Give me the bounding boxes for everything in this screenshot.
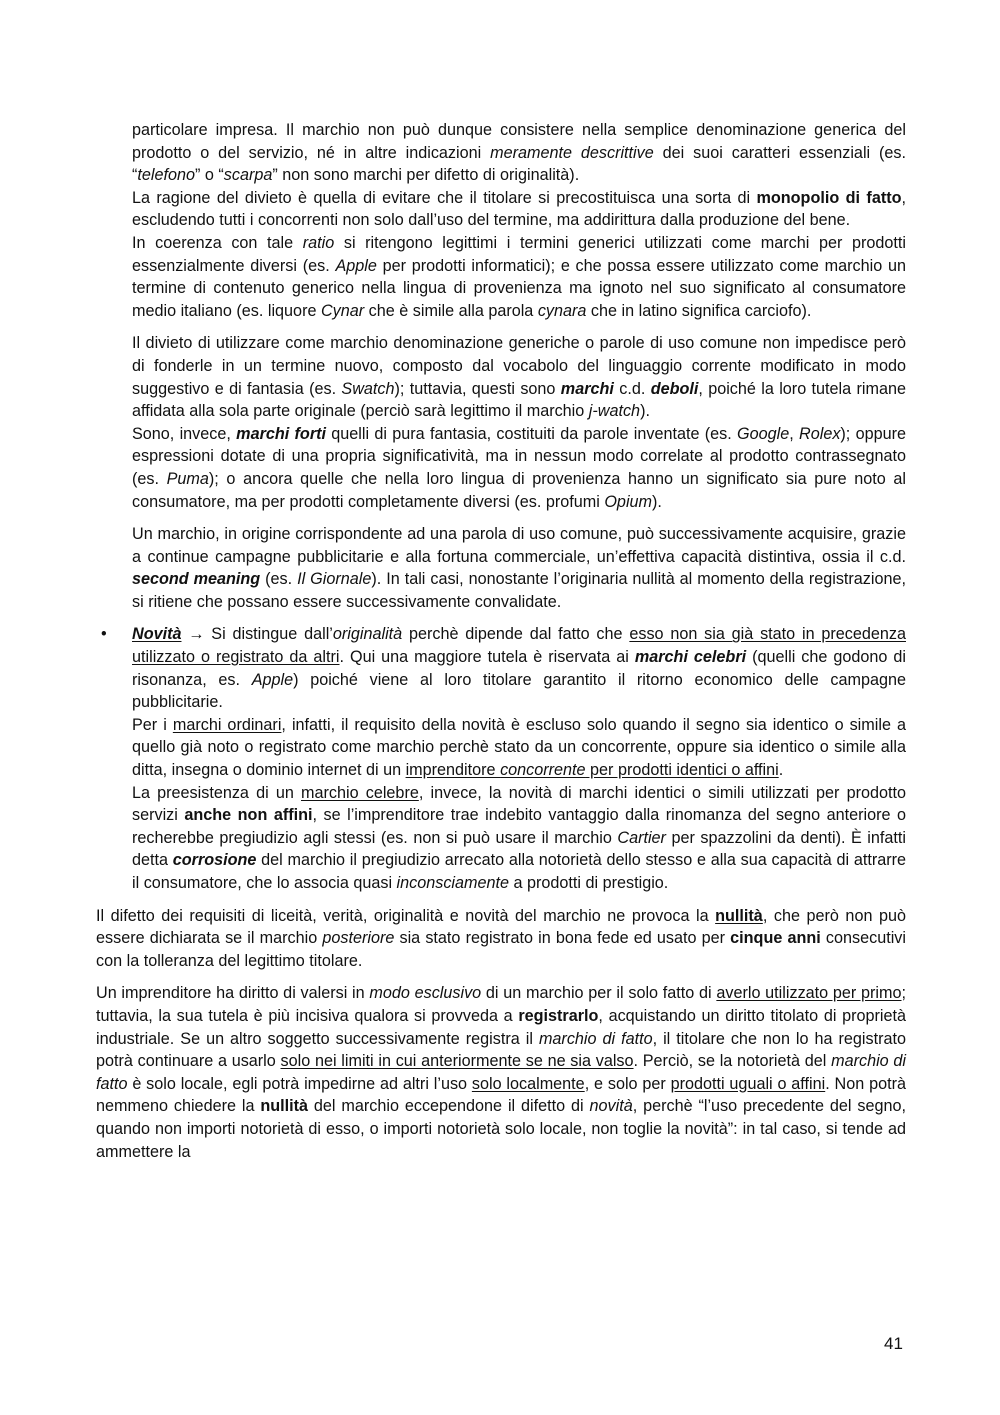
text-run: ); o ancora quelle che nella loro lingua di provenienza hanno un significato sia pure noto al consumatore, ma per prodotti completamente diversi (es. profumi [132,469,906,511]
text-run: Swatch [341,379,395,398]
text-run: marchi celebri [634,648,747,667]
text-run: corrosione [172,851,257,870]
text-run: registrarlo [518,1006,599,1025]
text-run: , se l’imprenditore trae indebito vantaggio dalla rinomanza del segno anteriore o recherebbe pregiudizio agli stessi (es. non si può usare il marchio [132,806,906,847]
text-run: concorrente [500,761,586,780]
text-run: perchè dipende dal fatto che [402,625,630,644]
text-run: Il divieto di utilizzare come marchio denominazione generiche o parole di uso comune non impedisce però di fonderle in un termine nuovo, composto dal vocabolo del linguaggio corrente modificato in modo suggestivo e di fantasia (es. [132,334,906,398]
text-run: inconsciamente [396,874,510,892]
text-run: Apple [251,670,294,689]
text-run: è solo locale, egli potrà impedirne ad altri l’uso [127,1074,472,1093]
text-run: nullità [715,906,763,925]
bullet-icon: • [101,625,107,644]
text-run: dei suoi caratteri essenziali (es. “ [132,143,906,185]
text-run: a prodotti di prestigio. [509,874,669,892]
text-run: In coerenza con tale [132,233,303,252]
text-run: Il Giornale [297,570,372,589]
text-run: per prodotti informatici); e che possa essere utilizzato come marchio un termine di contenuto generico nella lingua di provenienza ma ignoto nel suo significato al consumatore medio italiano (es. liquore [132,256,906,320]
text-run: . Perciò, se la notorietà del [633,1052,832,1071]
text-run: , che però non può essere dichiarata se il marchio [96,906,906,948]
text-run: , [789,424,800,443]
text-run: Rolex [799,424,841,443]
paragraph-marchio-celebre [132,782,906,895]
paragraph-novita [132,623,906,713]
text-run: (es. [260,570,298,589]
text-run: Sono, invece, [132,424,237,443]
text-run: monopolio di fatto [756,188,902,207]
text-run: marchi forti [236,424,327,443]
text-run: consecutivi con la tolleranza del legittimo titolare. [96,929,906,970]
text-run: originalità [332,625,403,644]
text-run: La preesistenza di un [132,783,302,802]
text-run: . Qui una maggiore tutela è riservata ai [339,648,635,667]
text-run: ) poiché viene al loro titolare garantito il ritorno economico delle campagne pubblicitarie. [132,670,906,712]
text-run: per prodotti identici o affini [585,761,779,780]
text-run: Cartier [617,828,666,847]
text-run: , e solo per [584,1074,671,1093]
text-run: marchio di fatto [96,1052,906,1093]
text-run: meramente descrittive [490,143,654,162]
text-run: , infatti, il requisito della novità è escluso solo quando il segno sia identico o simile a quello già noto o registrato come marchio perchè stato da un concorrente, oppure sia identico o simile alla ditta, insegna o dominio internet di un [132,715,906,780]
text-run: di un marchio per il solo fatto di [481,984,717,1003]
text-run: , poiché la loro tutela rimane affidata alla sola parte originale (perciò sarà legittimo il marchio [132,379,906,421]
page-body [96,119,906,1163]
text-run: , acquistando un diritto titolato di proprietà industriale. Se un altro soggetto successivamente registra il [96,1006,906,1048]
paragraph-second-meaning [96,523,906,613]
text-run: ); oppure espressioni dotate di una propria significatività, ma in nessun modo correlate al prodotto contrassegnato (es. [132,424,907,488]
text-run: prodotti uguali o affini [670,1074,826,1093]
text-run: c.d. [613,379,651,398]
text-run: sia stato registrato in bona fede ed usato per [394,929,731,948]
text-run: ” non sono marchi per difetto di originalità). [272,166,580,185]
text-run: esso non sia già stato in precedenza utilizzato o registrato da altri [132,625,906,667]
text-run: ; tuttavia, la sua tutela è più incisiva qualora si provveda a [96,984,907,1025]
text-run: solo nei limiti in cui anteriormente se ne sia valso [280,1052,634,1071]
text-run: deboli [650,379,699,398]
text-run: , il titolare che non lo ha registrato potrà continuare a usarlo [96,1029,906,1071]
text-run: Opium [604,492,653,511]
text-run: ). [652,492,662,511]
text-run: ratio [302,233,335,252]
text-run: che è simile alla parola [364,301,538,320]
text-run: Google [737,424,790,443]
paragraph-weak-marks [96,332,906,422]
paragraph-strong-marks [96,423,906,513]
text-run: Cynar [320,301,365,320]
text-run: Apple [335,256,377,275]
text-run: si ritengono legittimi i termini generici utilizzati come marchi per prodotti essenzialmente diversi (es. [132,233,906,275]
text-run: marchio celebre [301,783,419,802]
text-run: . [778,761,784,780]
text-run: Un imprenditore ha diritto di valersi in [96,984,370,1003]
text-run: cynara [537,301,587,320]
paragraph-nullita [96,905,906,973]
text-run: Puma [166,469,209,488]
text-run: che in latino significa carciofo). [586,301,812,320]
text-run: imprenditore [405,761,501,780]
text-run: cinque anni [730,929,821,948]
text-run: quelli di pura fantasia, costituiti da parole inventate (es. [326,424,738,443]
text-run: novità [589,1097,633,1116]
paragraph-genericity [96,119,906,187]
text-run: (quelli che godono di risonanza, es. [132,648,906,689]
paragraph-ratio [96,232,906,322]
paragraph-marchi-ordinari [132,714,906,782]
text-run: ). [640,402,650,421]
paragraph-monopoly [96,187,906,232]
text-run: anche non affini [184,806,313,825]
text-run: per spazzolini da denti). È infatti detta [132,828,906,870]
text-run: modo esclusivo [369,984,482,1003]
text-run: ); tuttavia, questi sono [394,379,561,398]
text-run: . Non potrà nemmeno chiedere la [96,1074,906,1116]
text-run: posteriore [322,929,395,948]
text-run: ). In tali casi, nonostante l’originaria nullità al momento della registrazione, si ritiene che possano essere successivamente convalidate. [132,570,907,611]
text-run: Novità [132,625,182,644]
text-run: Un marchio, in origine corrispondente ad una parola di uso comune, può successivamente acquisire, grazie a continue campagne pubblicitarie e alla fortuna commerciale, un’effettiva capacità distintiva, ossia il c.d. [132,525,906,566]
text-run: marchio di fatto [538,1029,653,1048]
text-run: La ragione del divieto è quella di evitare che il titolare si precostituisca una sorta di [132,188,757,207]
text-run: averlo utilizzato per primo [716,984,902,1003]
text-run: marchi ordinari [172,715,282,734]
text-run: particolare impresa. Il marchio non può dunque consistere nella semplice denominazione generica del prodotto o del servizio, né in altre indicazioni [132,121,906,162]
text-run: , perchè “l’uso precedente del segno, quando non importi notorietà di esso, o importi notorietà solo locale, non toglie la novità”: in tal caso, si tende ad ammettere la [96,1097,907,1161]
text-run: Per i [132,715,173,734]
text-run: nullità [260,1097,309,1116]
text-run: ” o “ [195,166,224,185]
text-run: j-watch [588,402,641,421]
paragraph-marchio-di-fatto [96,982,906,1163]
page-number: 41 [884,1334,903,1353]
text-run: solo localmente [471,1074,585,1093]
bullet-item-novita [96,623,906,894]
text-run: del marchio il pregiudizio arrecato alla notorietà dello stesso e alla sua capacità di attrarre il consumatore, che lo associa quasi [132,851,906,892]
text-run: , invece, la novità di marchi identici o simili utilizzati per prodotto servizi [132,783,906,825]
text-run: Il difetto dei requisiti di liceità, verità, originalità e novità del marchio ne provoca la [96,906,716,925]
text-run: del marchio eccependone il difetto di [308,1097,590,1116]
text-run: telefono [137,166,195,185]
text-run: , escludendo tutti i concorrenti non solo dall’uso del termine, ma addirittura dalla produzione del bene. [132,188,906,230]
text-run: marchi [560,379,614,398]
text-run: → Si distingue dall’ [181,625,333,644]
text-run: second meaning [132,570,261,589]
text-run: scarpa [223,166,273,185]
